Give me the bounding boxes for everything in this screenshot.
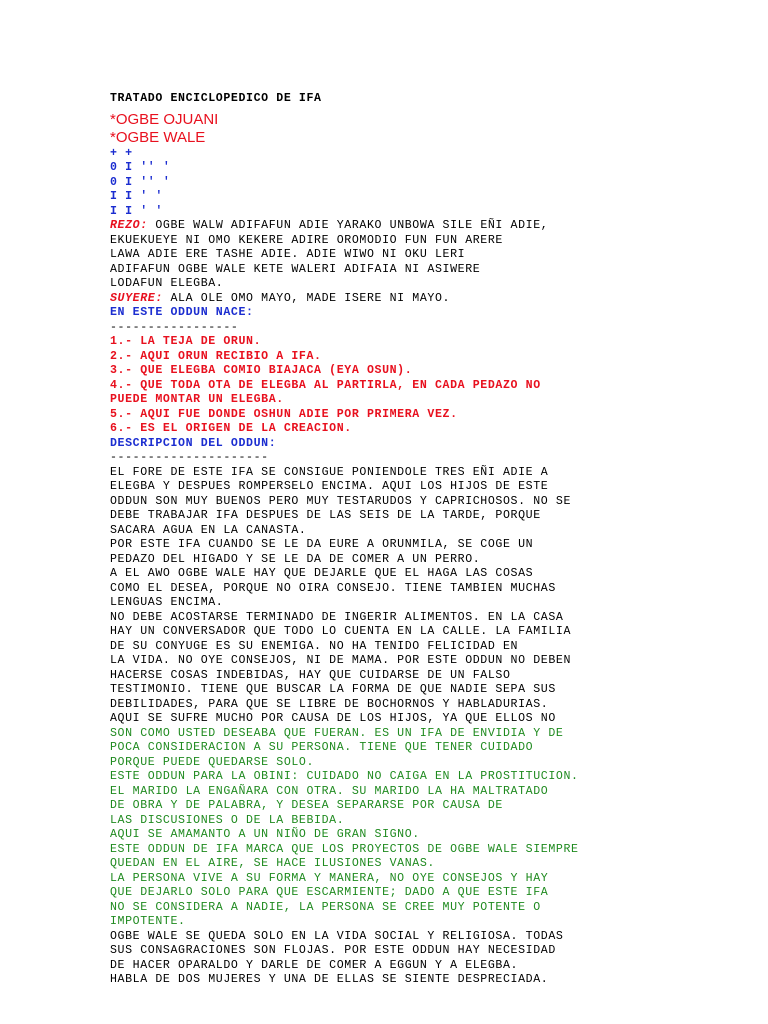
body-line: COMO EL DESEA, PORQUE NO OIRA CONSEJO. TIENE TAMBIEN MUCHAS xyxy=(110,581,556,595)
rezo-line: LAWA ADIE ERE TASHE ADIE. ADIE WIWO NI OKU LERI xyxy=(110,248,466,261)
suyere-label: SUYERE: xyxy=(110,291,163,305)
body-line: LENGUAS ENCIMA. xyxy=(110,596,224,609)
nace-item: 1.- LA TEJA DE ORUN. xyxy=(110,335,262,348)
sign-line: I I ' ' xyxy=(110,190,163,203)
body-line: ELEGBA Y DESPUES ROMPERSELO ENCIMA. AQUI LOS HIJOS DE ESTE xyxy=(110,480,549,493)
odu-sign xyxy=(110,147,670,220)
suyere-line xyxy=(110,292,670,307)
body-line: AQUI SE AMAMANTO A UN NIÑO DE GRAN SIGNO. xyxy=(110,828,420,841)
body-line: NO SE CONSIDERA A NADIE, LA PERSONA SE CREE MUY POTENTE O xyxy=(110,900,541,914)
body-line: DE OBRA Y DE PALABRA, Y DESEA SEPARARSE POR CAUSA DE xyxy=(110,799,503,812)
body-line: HACERSE COSAS INDEBIDAS, HAY QUE CUIDARSE DE UN FALSO xyxy=(110,668,511,682)
nace-item: 2.- AQUI ORUN RECIBIO A IFA. xyxy=(110,349,322,363)
nace-list xyxy=(110,335,670,437)
body-line: PORQUE PUEDE QUEDARSE SOLO. xyxy=(110,755,315,769)
body-line: A EL AWO OGBE WALE HAY QUE DEJARLE QUE EL HAGA LAS COSAS xyxy=(110,567,534,580)
document-title: TRATADO ENCICLOPEDICO DE IFA xyxy=(110,92,322,105)
nace-item: PUEDE MONTAR UN ELEGBA. xyxy=(110,393,284,406)
body-line: LAS DISCUSIONES O DE LA BEBIDA. xyxy=(110,813,345,827)
body-line: ODDUN SON MUY BUENOS PERO MUY TESTARUDOS Y CAPRICHOSOS. NO SE xyxy=(110,494,571,508)
nace-item: 6.- ES EL ORIGEN DE LA CREACION. xyxy=(110,422,352,435)
body-line: IMPOTENTE. xyxy=(110,915,186,928)
body-line: EL FORE DE ESTE IFA SE CONSIGUE PONIENDOLE TRES EÑI ADIE A xyxy=(110,465,549,479)
body-line: PEDAZO DEL HIGADO Y SE LE DA DE COMER A UN PERRO. xyxy=(110,552,481,566)
body-line: HAY UN CONVERSADOR QUE TODO LO CUENTA EN LA CALLE. LA FAMILIA xyxy=(110,625,571,638)
nace-item: 5.- AQUI FUE DONDE OSHUN ADIE POR PRIMERA VEZ. xyxy=(110,407,458,421)
descripcion-body xyxy=(110,466,670,988)
rezo-line: LODAFUN ELEGBA. xyxy=(110,277,224,290)
body-line: DE HACER OPARALDO Y DARLE DE COMER A EGGUN Y A ELEGBA. xyxy=(110,958,519,972)
body-line: HABLA DE DOS MUJERES Y UNA DE ELLAS SE SIENTE DESPRECIADA. xyxy=(110,973,549,986)
body-line: OGBE WALE SE QUEDA SOLO EN LA VIDA SOCIAL Y RELIGIOSA. TODAS xyxy=(110,929,564,943)
body-line: LA VIDA. NO OYE CONSEJOS, NI DE MAMA. POR ESTE ODDUN NO DEBEN xyxy=(110,654,571,667)
body-line: SUS CONSAGRACIONES SON FLOJAS. POR ESTE ODDUN HAY NECESIDAD xyxy=(110,944,556,957)
odu-name-1: *OGBE OJUANI xyxy=(110,110,219,128)
odu-name-2: *OGBE WALE xyxy=(110,128,206,146)
sign-line: 0 I '' ' xyxy=(110,175,171,189)
rezo-line: EKUEKUEYE NI OMO KEKERE ADIRE OROMODIO FUN FUN ARERE xyxy=(110,233,503,247)
body-line: NO DEBE ACOSTARSE TERMINADO DE INGERIR ALIMENTOS. EN LA CASA xyxy=(110,610,564,624)
nace-item: 3.- QUE ELEGBA COMIO BIAJACA (EYA OSUN). xyxy=(110,364,413,377)
rezo-label: REZO: xyxy=(110,219,148,232)
rezo-line: ADIFAFUN OGBE WALE KETE WALERI ADIFAIA NI ASIWERE xyxy=(110,262,481,276)
nace-divider: ----------------- xyxy=(110,320,239,334)
rezo-line xyxy=(110,219,670,234)
sign-line: + + xyxy=(110,146,133,160)
body-line: EL MARIDO LA ENGAÑARA CON OTRA. SU MARIDO LA HA MALTRATADO xyxy=(110,784,549,798)
body-line: ESTE ODDUN DE IFA MARCA QUE LOS PROYECTOS DE OGBE WALE SIEMPRE xyxy=(110,842,579,856)
sign-line: I I ' ' xyxy=(110,204,163,218)
body-line: QUEDAN EN EL AIRE, SE HACE ILUSIONES VANAS. xyxy=(110,857,435,870)
sign-line: 0 I '' ' xyxy=(110,161,171,174)
descripcion-divider: --------------------- xyxy=(110,451,269,464)
body-line: SACARA AGUA EN LA CANASTA. xyxy=(110,523,307,537)
body-line: AQUI SE SUFRE MUCHO POR CAUSA DE LOS HIJOS, YA QUE ELLOS NO xyxy=(110,712,556,725)
body-line: SON COMO USTED DESEABA QUE FUERAN. ES UN IFA DE ENVIDIA Y DE xyxy=(110,726,564,740)
document-page xyxy=(110,92,670,988)
suyere-text: ALA OLE OMO MAYO, MADE ISERE NI MAYO. xyxy=(162,291,451,305)
body-line: POR ESTE IFA CUANDO SE LE DA EURE A ORUNMILA, SE COGE UN xyxy=(110,538,534,551)
rezo-text: OGBE WALW ADIFAFUN ADIE YARAKO UNBOWA SILE EÑI ADIE, xyxy=(147,219,549,232)
nace-heading: EN ESTE ODDUN NACE: xyxy=(110,306,254,319)
body-line: TESTIMONIO. TIENE QUE BUSCAR LA FORMA DE QUE NADIE SEPA SUS xyxy=(110,683,556,696)
descripcion-heading: DESCRIPCION DEL ODDUN: xyxy=(110,436,277,450)
body-line: DEBILIDADES, PARA QUE SE LIBRE DE BOCHORNOS Y HABLADURIAS. xyxy=(110,697,549,711)
body-line: LA PERSONA VIVE A SU FORMA Y MANERA, NO OYE CONSEJOS Y HAY xyxy=(110,871,549,885)
nace-item: 4.- QUE TODA OTA DE ELEGBA AL PARTIRLA, EN CADA PEDAZO NO xyxy=(110,378,541,392)
rezo-section xyxy=(110,219,670,292)
body-line: ESTE ODDUN PARA LA OBINI: CUIDADO NO CAIGA EN LA PROSTITUCION. xyxy=(110,770,579,783)
body-line: QUE DEJARLO SOLO PARA QUE ESCARMIENTE; DADO A QUE ESTE IFA xyxy=(110,886,549,899)
body-line: DE SU CONYUGE ES SU ENEMIGA. NO HA TENIDO FELICIDAD EN xyxy=(110,639,519,653)
body-line: POCA CONSIDERACION A SU PERSONA. TIENE QUE TENER CUIDADO xyxy=(110,741,534,754)
body-line: DEBE TRABAJAR IFA DESPUES DE LAS SEIS DE LA TARDE, PORQUE xyxy=(110,509,541,522)
